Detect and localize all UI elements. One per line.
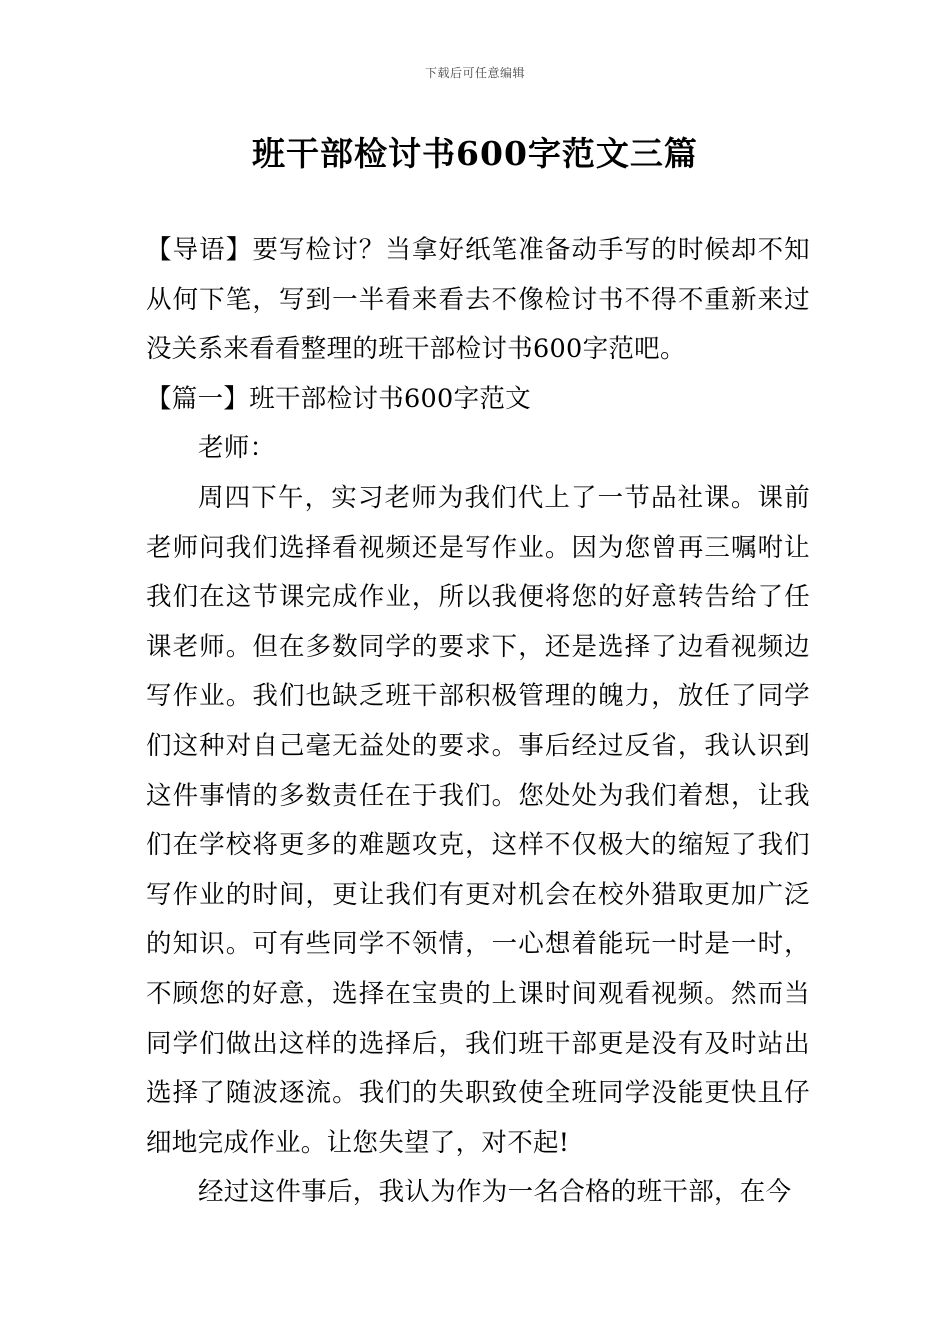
body-paragraph-1: 周四下午，实习老师为我们代上了一节品社课。课前老师问我们选择看视频还是写作业。因为您曾再三嘱咐让我们在这节课完成作业，所以我便将您的好意转告给了任课老师。但在多数同学的要求下，还是选择了边看视频边写作业。我们也缺乏班干部积极管理的魄力，放任了同学们这种对自己毫无益处的要求。事后经过反省，我认识到这件事情的多数责任在于我们。您处处为我们着想，让我们在学校将更多的难题攻克，这样不仅极大的缩短了我们写作业的时间，更让我们有更对机会在校外猎取更加广泛的知识。可有些同学不领情，一心想着能玩一时是一时，不顾您的好意，选择在宝贵的上课时间观看视频。然而当同学们做出这样的选择后，我们班干部更是没有及时站出选择了随波逐流。我们的失职致使全班同学没能更快且仔细地完成作业。让您失望了，对不起!: [146, 482, 810, 1158]
salutation: 老师：: [198, 433, 276, 464]
section-heading: 【篇一】班干部检讨书600字范文: [146, 383, 531, 414]
header-note: 下载后可任意编辑: [424, 66, 525, 80]
intro-paragraph: 【导语】要写检讨？当拿好纸笔准备动手写的时候却不知从何下笔，写到一半看来看去不像检讨书不得不重新来过没关系来看看整理的班干部检讨书600字范吧。: [146, 235, 810, 365]
document-body: [146, 226, 810, 1218]
body-paragraph-2: 经过这件事后，我认为作为一名合格的班干部，在今: [198, 1177, 792, 1208]
document-title: 班干部检讨书600字范文三篇: [252, 134, 698, 173]
